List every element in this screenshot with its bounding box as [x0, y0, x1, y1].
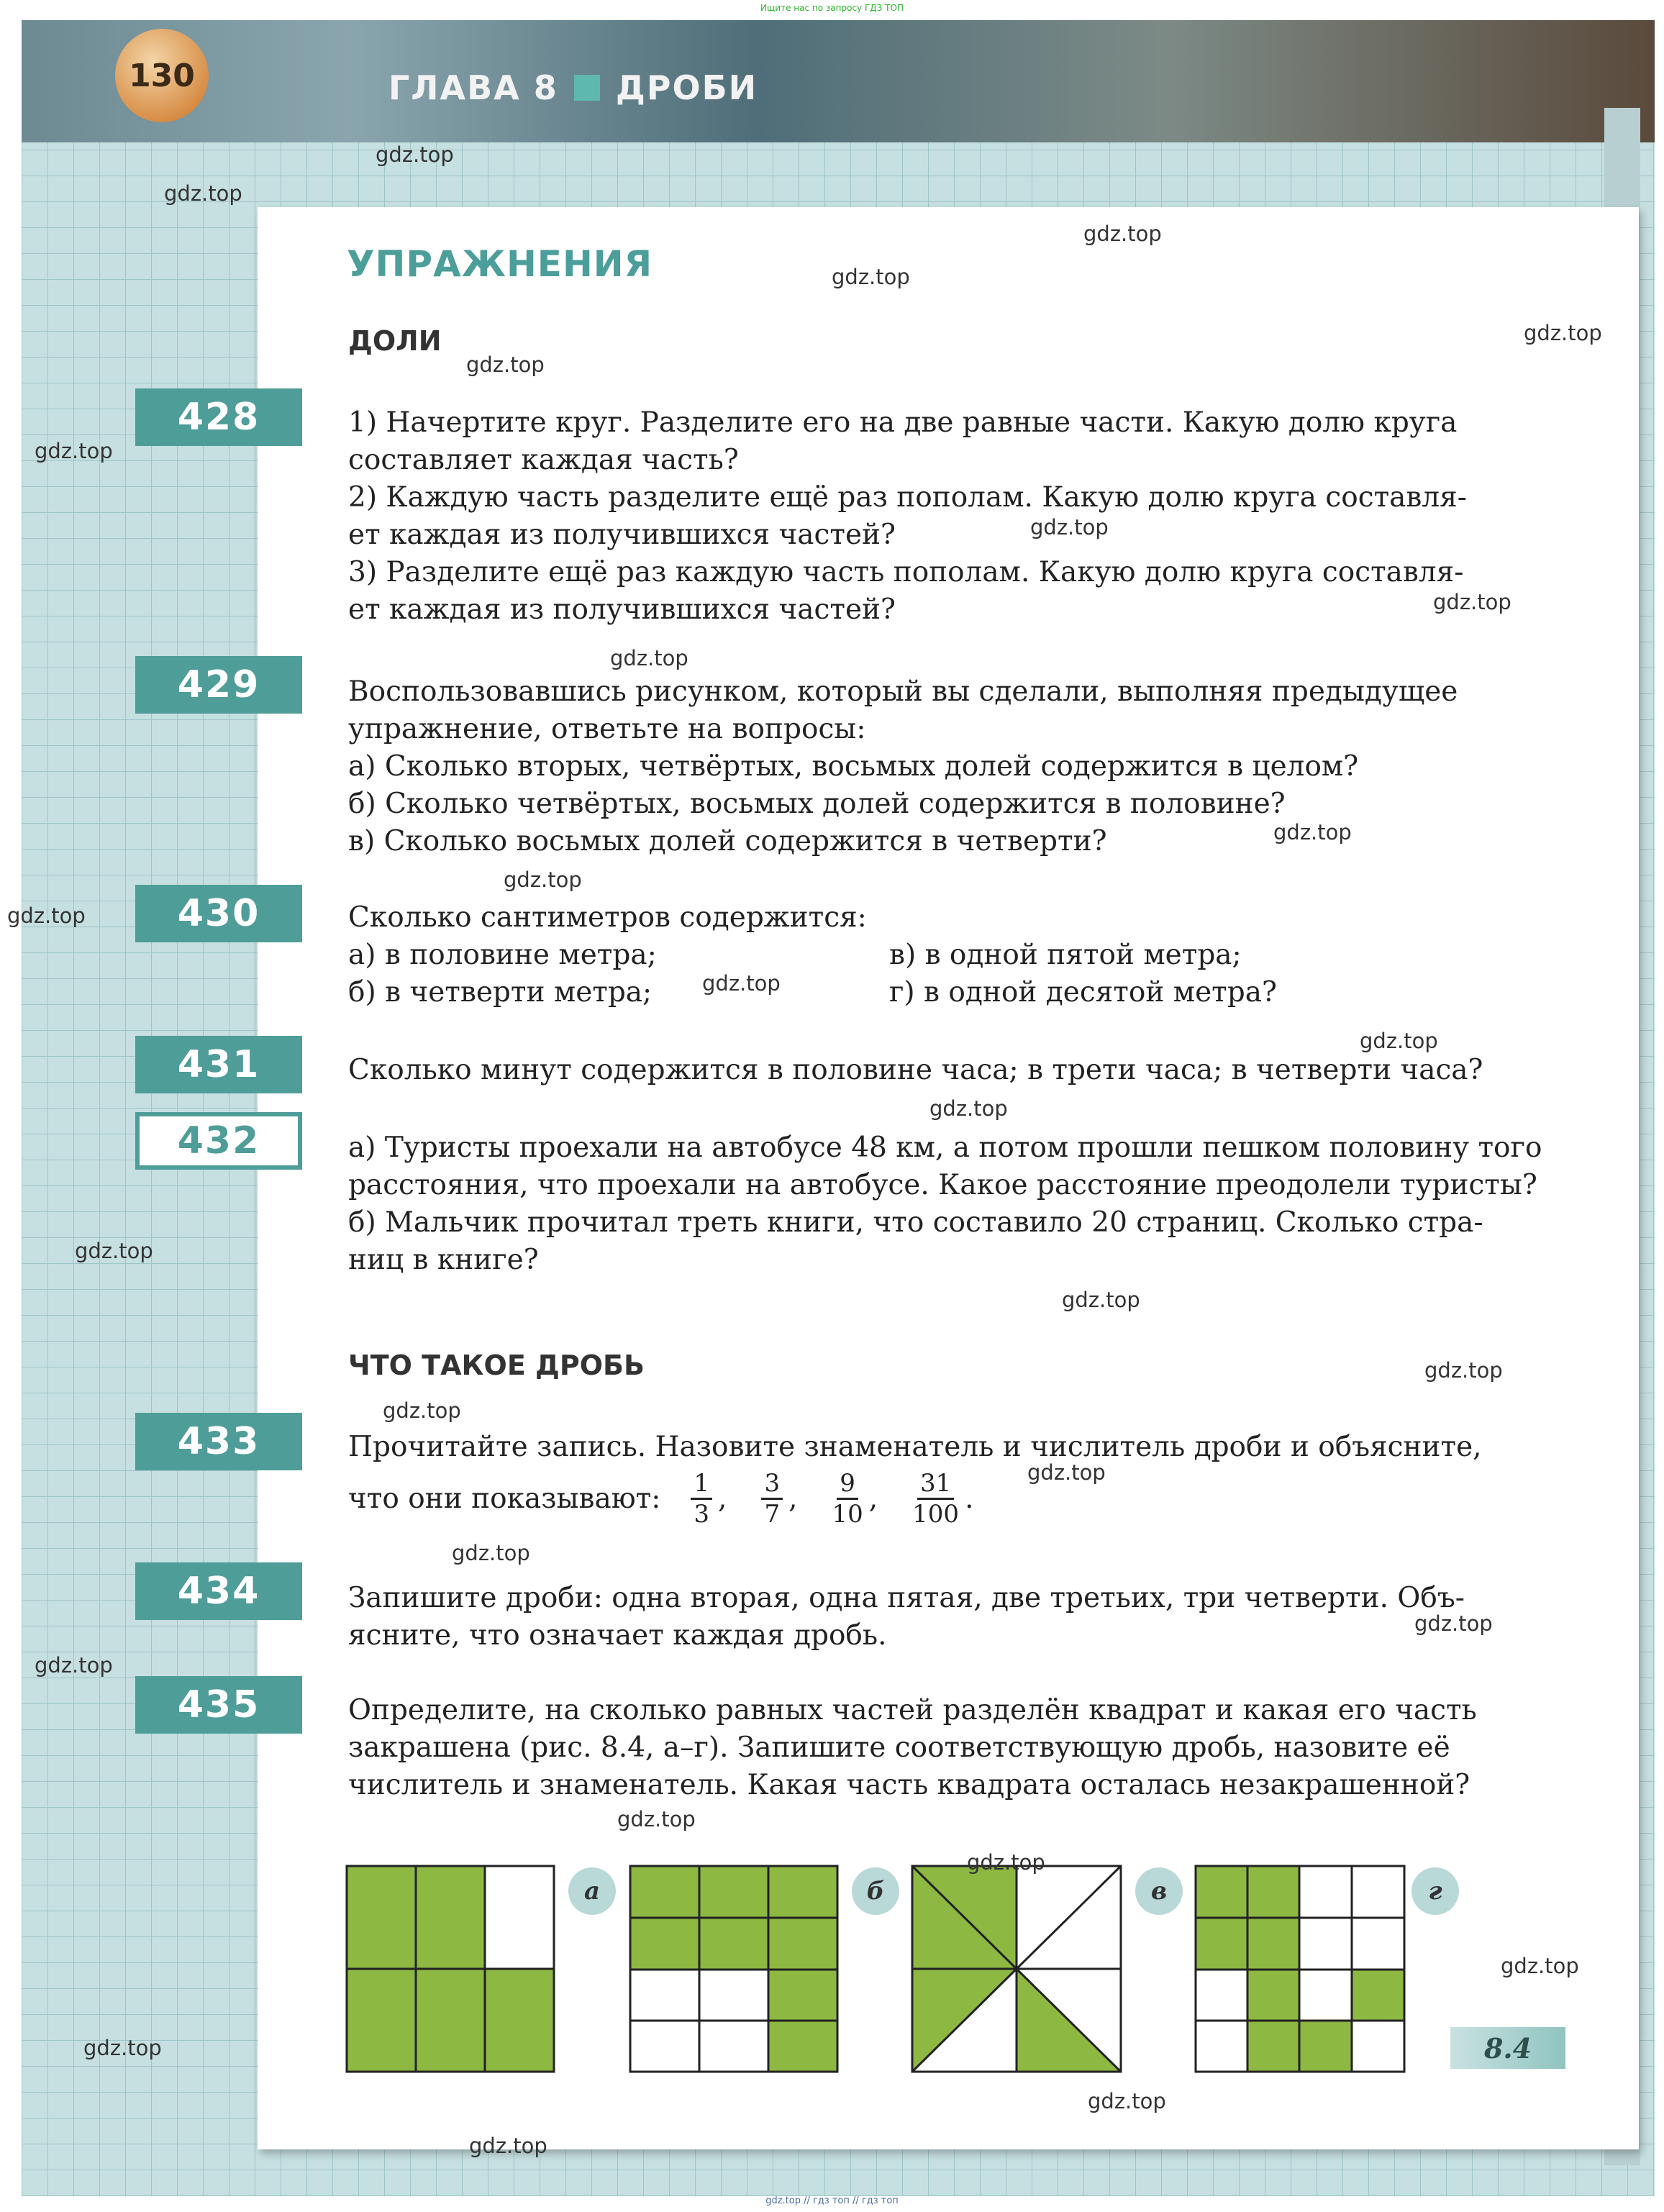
text-line: в) Сколько восьмых долей содержится в четверти? — [348, 825, 1107, 857]
numerator: 31 — [917, 1469, 954, 1500]
exercise-number-430: 430 — [135, 885, 302, 942]
watermark: gdz.top — [1030, 515, 1109, 540]
text-line: Определите, на сколько равных частей разделён квадрат и какая его часть — [348, 1694, 1477, 1726]
option-v: в) в одной пятой метра; — [889, 939, 1242, 971]
fraction-4 — [912, 1469, 959, 1529]
text-line: Сколько сантиметров содержится: — [348, 901, 867, 934]
watermark: gdz.top — [1424, 1358, 1503, 1383]
exercise-431-text — [348, 1052, 1571, 1089]
watermark: gdz.top — [1062, 1288, 1140, 1312]
figure-label-b: б — [852, 1867, 899, 1915]
figure-label-a: а — [568, 1867, 616, 1915]
numerator: 9 — [837, 1469, 858, 1500]
exercise-number-429: 429 — [135, 656, 302, 714]
watermark: gdz.top — [1501, 1954, 1579, 1978]
watermark: gdz.top — [504, 868, 582, 892]
denominator: 7 — [764, 1500, 781, 1529]
denominator: 100 — [912, 1500, 960, 1529]
figure-label-v: в — [1135, 1867, 1183, 1915]
exercise-435-text — [348, 1692, 1571, 1804]
text-line: а) Туристы проехали на автобусе 48 км, а потом прошли пешком половину того — [348, 1132, 1542, 1164]
separator: . — [965, 1482, 974, 1515]
denominator: 10 — [832, 1500, 863, 1529]
subsection-what-is-fraction: ЧТО ТАКОЕ ДРОБЬ — [348, 1349, 645, 1381]
text-line: Воспользовавшись рисунком, который вы сделали, выполняя предыдущее — [348, 675, 1458, 708]
text-line: ет каждая из получившихся частей? — [348, 519, 896, 551]
watermark: gdz.top — [929, 1096, 1008, 1121]
watermark: gdz.top — [1360, 1029, 1438, 1053]
bottom-note: gdz.top // гдз топ // гдз топ — [765, 2195, 899, 2206]
fraction-2 — [761, 1469, 783, 1529]
numerator: 1 — [691, 1469, 712, 1500]
exercise-434-text — [348, 1580, 1571, 1655]
watermark: gdz.top — [376, 142, 454, 167]
watermark: gdz.top — [469, 2134, 547, 2158]
exercise-430-options-left — [348, 937, 657, 1011]
text-line: что они показывают: — [348, 1482, 661, 1515]
text-line: б) Мальчик прочитал треть книги, что составило 20 страниц. Сколько стра- — [348, 1206, 1483, 1239]
chapter-label: ГЛАВА 8 — [388, 68, 558, 107]
watermark: gdz.top — [1027, 1460, 1106, 1485]
exercise-number-435: 435 — [135, 1676, 302, 1734]
text-line: Запишите дроби: одна вторая, одна пятая, две третьих, три четверти. Объ- — [348, 1582, 1465, 1614]
figure-label-g: г — [1411, 1867, 1459, 1915]
figure-g-square — [1194, 1865, 1406, 2073]
watermark: gdz.top — [452, 1541, 530, 1565]
figure-caption: 8.4 — [1450, 2027, 1565, 2069]
watermark: gdz.top — [466, 352, 545, 377]
exercise-430-text — [348, 899, 1571, 937]
exercise-number-431: 431 — [135, 1036, 302, 1093]
exercise-number-434: 434 — [135, 1562, 302, 1620]
figure-b-square — [629, 1865, 840, 2073]
watermark: gdz.top — [610, 646, 688, 670]
watermark: gdz.top — [702, 971, 781, 996]
watermark: gdz.top — [383, 1398, 461, 1423]
exercise-428-text — [348, 404, 1571, 629]
watermark: gdz.top — [1083, 222, 1162, 246]
watermark: gdz.top — [1088, 2089, 1166, 2113]
watermark: gdz.top — [35, 1653, 113, 1678]
watermark: gdz.top — [832, 265, 910, 289]
chapter-separator-icon — [574, 75, 600, 101]
watermark: gdz.top — [967, 1850, 1045, 1875]
watermark: gdz.top — [7, 904, 86, 928]
fraction-3 — [832, 1469, 863, 1529]
watermark: gdz.top — [1273, 820, 1352, 845]
option-g: г) в одной десятой метра? — [889, 976, 1277, 1009]
section-title: УПРАЖНЕНИЯ — [347, 243, 653, 285]
figure-v-square — [911, 1865, 1122, 2073]
numerator: 3 — [761, 1469, 783, 1500]
watermark: gdz.top — [1524, 321, 1602, 345]
figure-a-square — [345, 1865, 557, 2073]
text-line: 3) Разделите ещё раз каждую часть пополам. Какую долю круга составля- — [348, 556, 1464, 588]
text-line: б) Сколько четвёртых, восьмых долей содержится в половине? — [348, 788, 1286, 820]
chapter-title: ДРОБИ — [615, 68, 758, 107]
watermark: gdz.top — [1414, 1611, 1493, 1636]
separator: , — [868, 1482, 878, 1515]
text-line: ет каждая из получившихся частей? — [348, 593, 896, 626]
separator: , — [788, 1482, 798, 1515]
text-line: 2) Каждую часть разделите ещё раз пополам. Какую долю круга составля- — [348, 481, 1467, 514]
exercise-432-text — [348, 1129, 1571, 1279]
text-line: упражнение, ответьте на вопросы: — [348, 713, 866, 745]
exercise-number-432: 432 — [135, 1112, 302, 1170]
exercise-430-options-right — [889, 937, 1277, 1011]
watermark: gdz.top — [164, 181, 242, 206]
exercise-429-text — [348, 673, 1571, 860]
text-line: ясните, что означает каждая дробь. — [348, 1619, 887, 1652]
top-note: Ищите нас по запросу ГДЗ ТОП — [760, 3, 904, 13]
text-line: закрашена (рис. 8.4, а–г). Запишите соответствующую дробь, назовите её — [348, 1731, 1450, 1764]
watermark: gdz.top — [75, 1239, 153, 1263]
text-line: Прочитайте запись. Назовите знаменатель и числитель дроби и объясните, — [348, 1431, 1482, 1463]
separator: , — [718, 1482, 727, 1515]
exercise-number-433: 433 — [135, 1413, 302, 1470]
text-line: ниц в книге? — [348, 1244, 539, 1276]
text-line: 1) Начертите круг. Разделите его на две равные части. Какую долю круга — [348, 406, 1458, 439]
text-line: составляет каждая часть? — [348, 444, 739, 476]
watermark: gdz.top — [83, 2036, 162, 2060]
page-number: 130 — [115, 29, 209, 122]
watermark: gdz.top — [35, 439, 113, 463]
text-line: Сколько минут содержится в половине часа; в трети часа; в четверти часа? — [348, 1054, 1483, 1086]
text-line: расстояния, что проехали на автобусе. Какое расстояние преодолели туристы? — [348, 1169, 1537, 1201]
denominator: 3 — [694, 1500, 710, 1529]
watermark: gdz.top — [617, 1807, 696, 1831]
option-b: б) в четверти метра; — [348, 976, 653, 1009]
text-line: числитель и знаменатель. Какая часть квадрата осталась незакрашенной? — [348, 1769, 1470, 1801]
subsection-doli: ДОЛИ — [348, 325, 442, 357]
chapter-heading — [388, 68, 758, 107]
option-a: а) в половине метра; — [348, 939, 657, 971]
page-header — [22, 20, 1655, 142]
text-line: а) Сколько вторых, четвёртых, восьмых долей содержится в целом? — [348, 750, 1359, 783]
fraction-1 — [691, 1469, 712, 1529]
exercise-433-fractions-line — [348, 1469, 973, 1529]
exercise-number-428: 428 — [135, 388, 302, 446]
watermark: gdz.top — [1433, 590, 1511, 614]
exercise-433-text — [348, 1429, 1571, 1466]
